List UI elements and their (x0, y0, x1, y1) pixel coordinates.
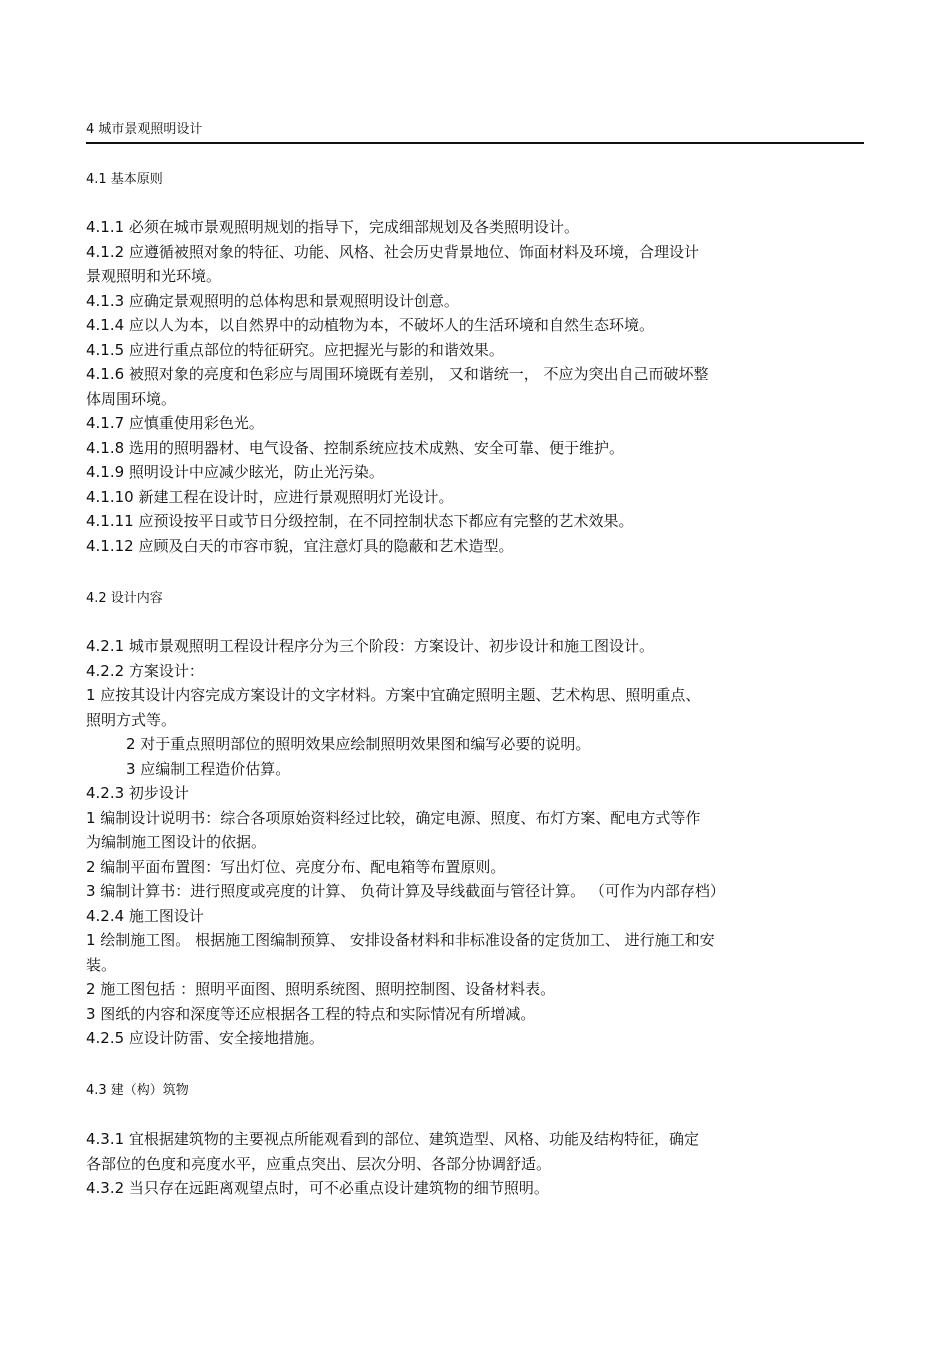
chapter-title: 4 城市景观照明设计 (86, 121, 864, 144)
paragraph-line: 4.2.5 应设计防雷、安全接地措施。 (86, 1029, 324, 1047)
paragraph-line: 4.1.12 应顾及白天的市容市貌，宜注意灯具的隐蔽和艺术造型。 (86, 536, 514, 555)
paragraph-line: 2 对于重点照明部位的照明效果应绘制照明效果图和编写必要的说明。 (126, 735, 591, 753)
paragraph-line: 4.1.2 应遵循被照对象的特征、功能、风格、社会历史背景地位、饰面材料及环境，合理设计 (86, 242, 699, 261)
section-heading-4-1: 4.1 基本原则 (86, 172, 163, 187)
paragraph-line: 4.1.8 选用的照明器材、电气设备、控制系统应技术成熟、安全可靠、便于维护。 (86, 438, 624, 457)
paragraph-line: 为编制施工图设计的依据。 (86, 833, 267, 851)
paragraph-line: 1 应按其设计内容完成方案设计的文字材料。方案中宜确定照明主题、艺术构思、照明重点、 (86, 686, 701, 704)
paragraph-line: 3 图纸的内容和深度等还应根据各工程的特点和实际情况有所增减。 (86, 1004, 536, 1023)
paragraph-line: 4.3.1 宜根据建筑物的主要视点所能观看到的部位、建筑造型、风格、功能及结构特征，确定 (86, 1130, 699, 1148)
paragraph-line: 装。 (86, 955, 117, 974)
paragraph-line: 1 绘制施工图。 根据施工图编制预算、 安排设备材料和非标准设备的定货加工、 进行施工和安 (86, 931, 715, 949)
paragraph-line: 4.1.1 必须在城市景观照明规划的指导下，完成细部规划及各类照明设计。 (86, 218, 579, 236)
section-body-4-3 (86, 1127, 866, 1201)
paragraph-line: 4.2.2 方案设计： (86, 661, 204, 680)
paragraph-line: 照明方式等。 (86, 710, 177, 729)
paragraph-line: 景观照明和光环境。 (86, 267, 222, 285)
paragraph-line: 4.2.3 初步设计 (86, 784, 189, 802)
paragraph-line: 4.1.4 应以人为本，以自然界中的动植物为本，不破坏人的生活环境和自然生态环境。 (86, 316, 654, 334)
paragraph-line: 4.1.10 新建工程在设计时，应进行景观照明灯光设计。 (86, 487, 454, 506)
paragraph-line: 4.1.7 应慎重使用彩色光。 (86, 414, 264, 432)
section-heading-4-3: 4.3 建（构）筑物 (86, 1083, 189, 1098)
paragraph-line: 4.1.5 应进行重点部位的特征研究。应把握光与影的和谐效果。 (86, 340, 504, 359)
section-body-4-1 (86, 215, 866, 558)
paragraph-line: 4.2.4 施工图设计 (86, 906, 204, 925)
section-heading-4-2: 4.2 设计内容 (86, 591, 163, 606)
paragraph-line: 3 编制计算书：进行照度或亮度的计算、 负荷计算及导线截面与管径计算。 （可作为内部存档） (86, 882, 725, 900)
paragraph-line: 4.1.6 被照对象的亮度和色彩应与周围环境既有差别， 又和谐统一， 不应为突出自己而破坏整 (86, 365, 709, 383)
section-body-4-2 (86, 634, 866, 1051)
paragraph-line: 4.2.1 城市景观照明工程设计程序分为三个阶段：方案设计、初步设计和施工图设计。 (86, 637, 654, 655)
paragraph-line: 各部位的色度和亮度水平，应重点突出、层次分明、各部分协调舒适。 (86, 1154, 552, 1173)
paragraph-line: 2 编制平面布置图：写出灯位、亮度分布、配电箱等布置原则。 (86, 857, 506, 876)
paragraph-line: 4.1.3 应确定景观照明的总体构思和景观照明设计创意。 (86, 291, 459, 310)
paragraph-line: 2 施工图包括 ：照明平面图、照明系统图、照明控制图、设备材料表。 (86, 980, 556, 998)
paragraph-line: 体周围环境。 (86, 389, 177, 408)
paragraph-line: 4.1.9 照明设计中应减少眩光，防止光污染。 (86, 463, 384, 481)
paragraph-line: 3 应编制工程造价估算。 (126, 759, 291, 778)
paragraph-line: 1 编制设计说明书：综合各项原始资料经过比较，确定电源、照度、布灯方案、配电方式等作 (86, 808, 701, 827)
paragraph-line: 4.3.2 当只存在远距离观望点时，可不必重点设计建筑物的细节照明。 (86, 1179, 549, 1197)
paragraph-line: 4.1.11 应预设按平日或节日分级控制，在不同控制状态下都应有完整的艺术效果。 (86, 512, 634, 530)
